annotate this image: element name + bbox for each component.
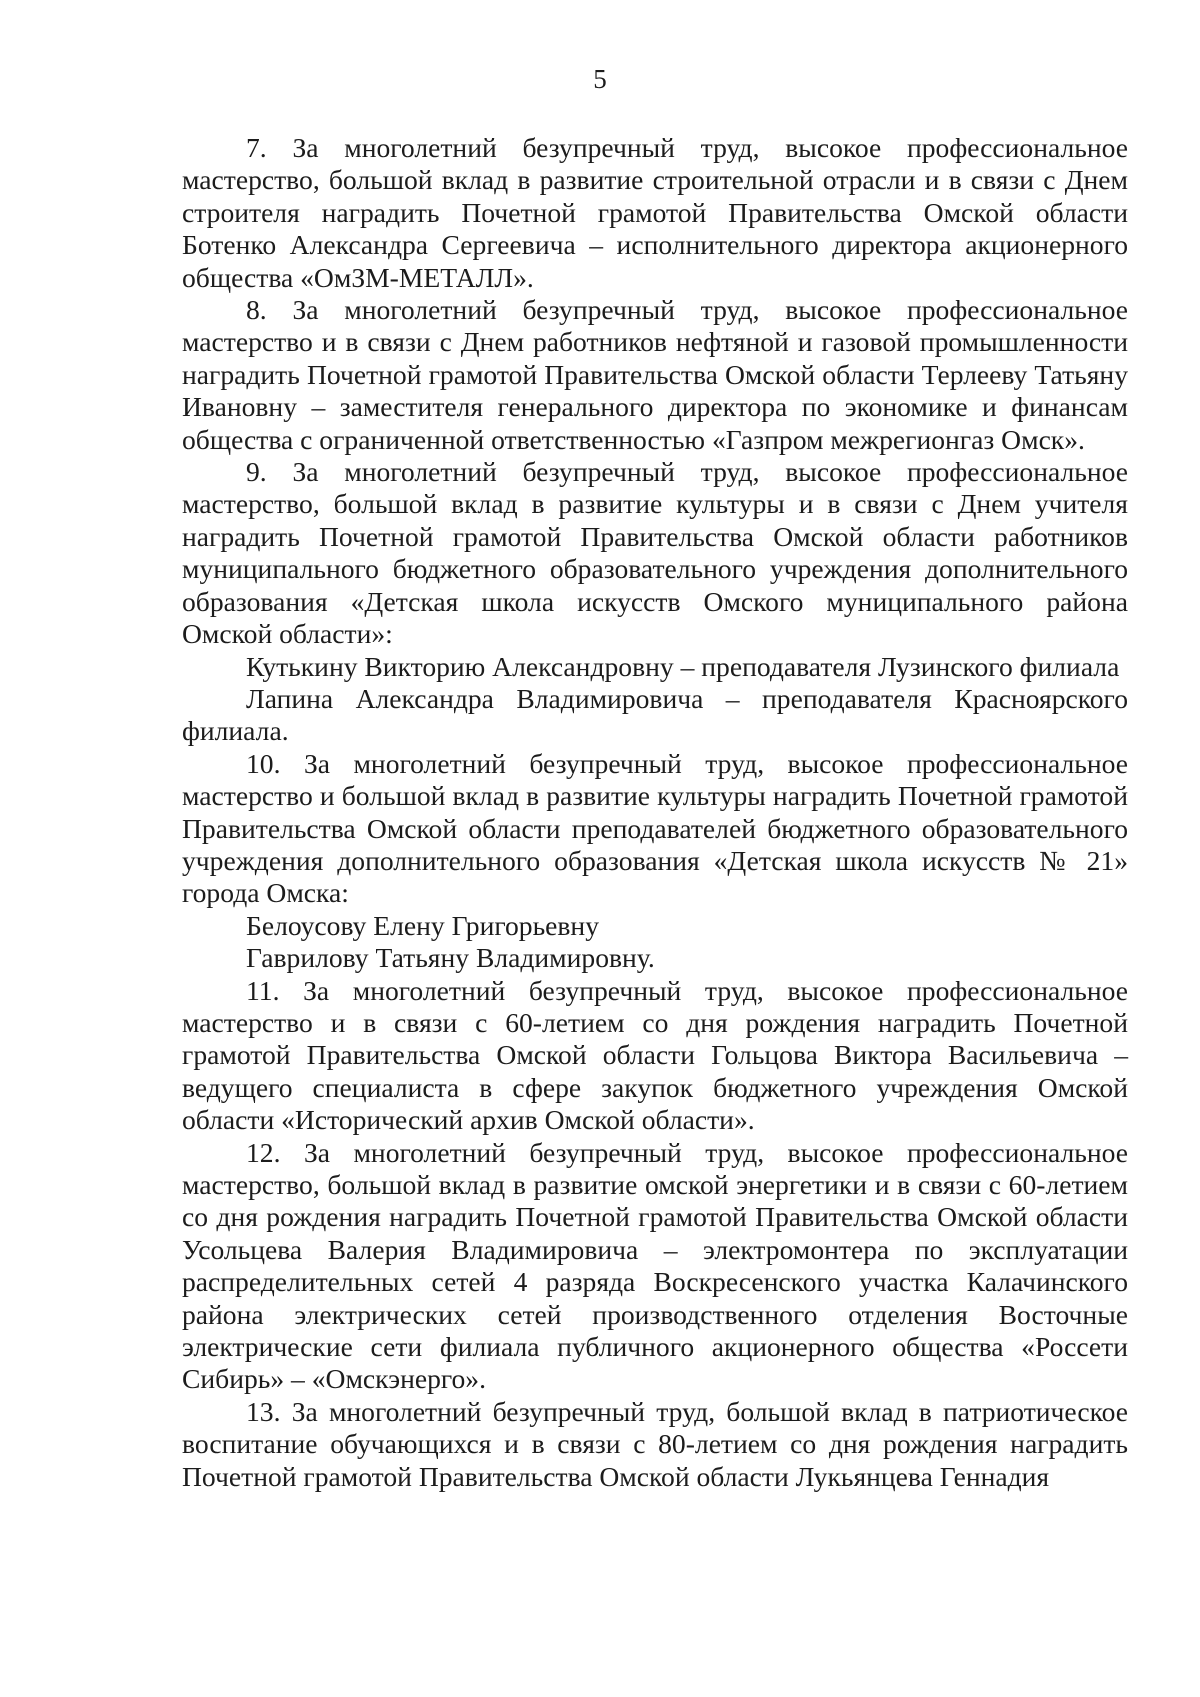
- paragraph-10: 10. За многолетний безупречный труд, высокое профессиональное мастерство и большой вклад в развитие культуры наградить Почетной грамотой Правительства Омской области преподавателей бюджетного образовательного учреждения дополнительного образования «Детская школа искусств № 21» города Омска:: [182, 747, 1128, 909]
- paragraph-9: 9. За многолетний безупречный труд, высокое профессиональное мастерство, большой вклад в развитие культуры и в связи с Днем учителя наградить Почетной грамотой Правительства Омской области работников муниципального бюджетного образовательного учреждения дополнительного образования «Детская школа искусств Омского муниципального района Омской области»:: [182, 456, 1128, 650]
- paragraph-12: 12. За многолетний безупречный труд, высокое профессиональное мастерство, большой вклад в развитие омской энергетики и в связи с 60-летием со дня рождения наградить Почетной грамотой Правительства Омской области Усольцева Валерия Владимировича – электромонтера по эксплуатации распределительных сетей 4 разряда Воскресенского участка Калачинского района электрических сетей производственного отделения Восточные электрические сети филиала публичного акционерного общества «Россети Сибирь» – «Омскэнерго».: [182, 1136, 1128, 1395]
- awardee-item: Белоусову Елену Григорьевну: [246, 909, 599, 941]
- paragraph-7: 7. За многолетний безупречный труд, высокое профессиональное мастерство, большой вклад в развитие строительной отрасли и в связи с Днем строителя наградить Почетной грамотой Правительства Омской области Ботенко Александра Сергеевича – исполнительного директора акционерного общества «ОмЗМ-МЕТАЛЛ».: [182, 132, 1128, 293]
- awardee-item: Гаврилову Татьяну Владимировну.: [246, 942, 655, 974]
- document-body: [182, 132, 1128, 1493]
- awardee-item: Кутькину Викторию Александровну – преподавателя Лузинского филиала: [246, 650, 1120, 682]
- paragraph-11: 11. За многолетний безупречный труд, высокое профессиональное мастерство и в связи с 60-летием со дня рождения наградить Почетной грамотой Правительства Омской области Гольцова Виктора Васильевича – ведущего специалиста в сфере закупок бюджетного учреждения Омской области «Исторический архив Омской области».: [182, 974, 1128, 1136]
- paragraph-10-awardees: [182, 910, 1128, 975]
- page-number: 5: [593, 64, 607, 94]
- awardee-item: Лапина Александра Владимировича – преподавателя Красноярского филиала.: [182, 682, 1128, 747]
- paragraph-13: 13. За многолетний безупречный труд, большой вклад в патриотическое воспитание обучающихся и в связи с 80-летием со дня рождения наградить Почетной грамотой Правительства Омской области Лукьянцева Геннадия: [182, 1395, 1128, 1492]
- paragraph-8: 8. За многолетний безупречный труд, высокое профессиональное мастерство и в связи с Днем работников нефтяной и газовой промышленности наградить Почетной грамотой Правительства Омской области Терлееву Татьяну Ивановну – заместителя генерального директора по экономике и финансам общества с ограниченной ответственностью «Газпром межрегионгаз Омск».: [182, 294, 1128, 455]
- paragraph-9-awardees: [182, 651, 1128, 748]
